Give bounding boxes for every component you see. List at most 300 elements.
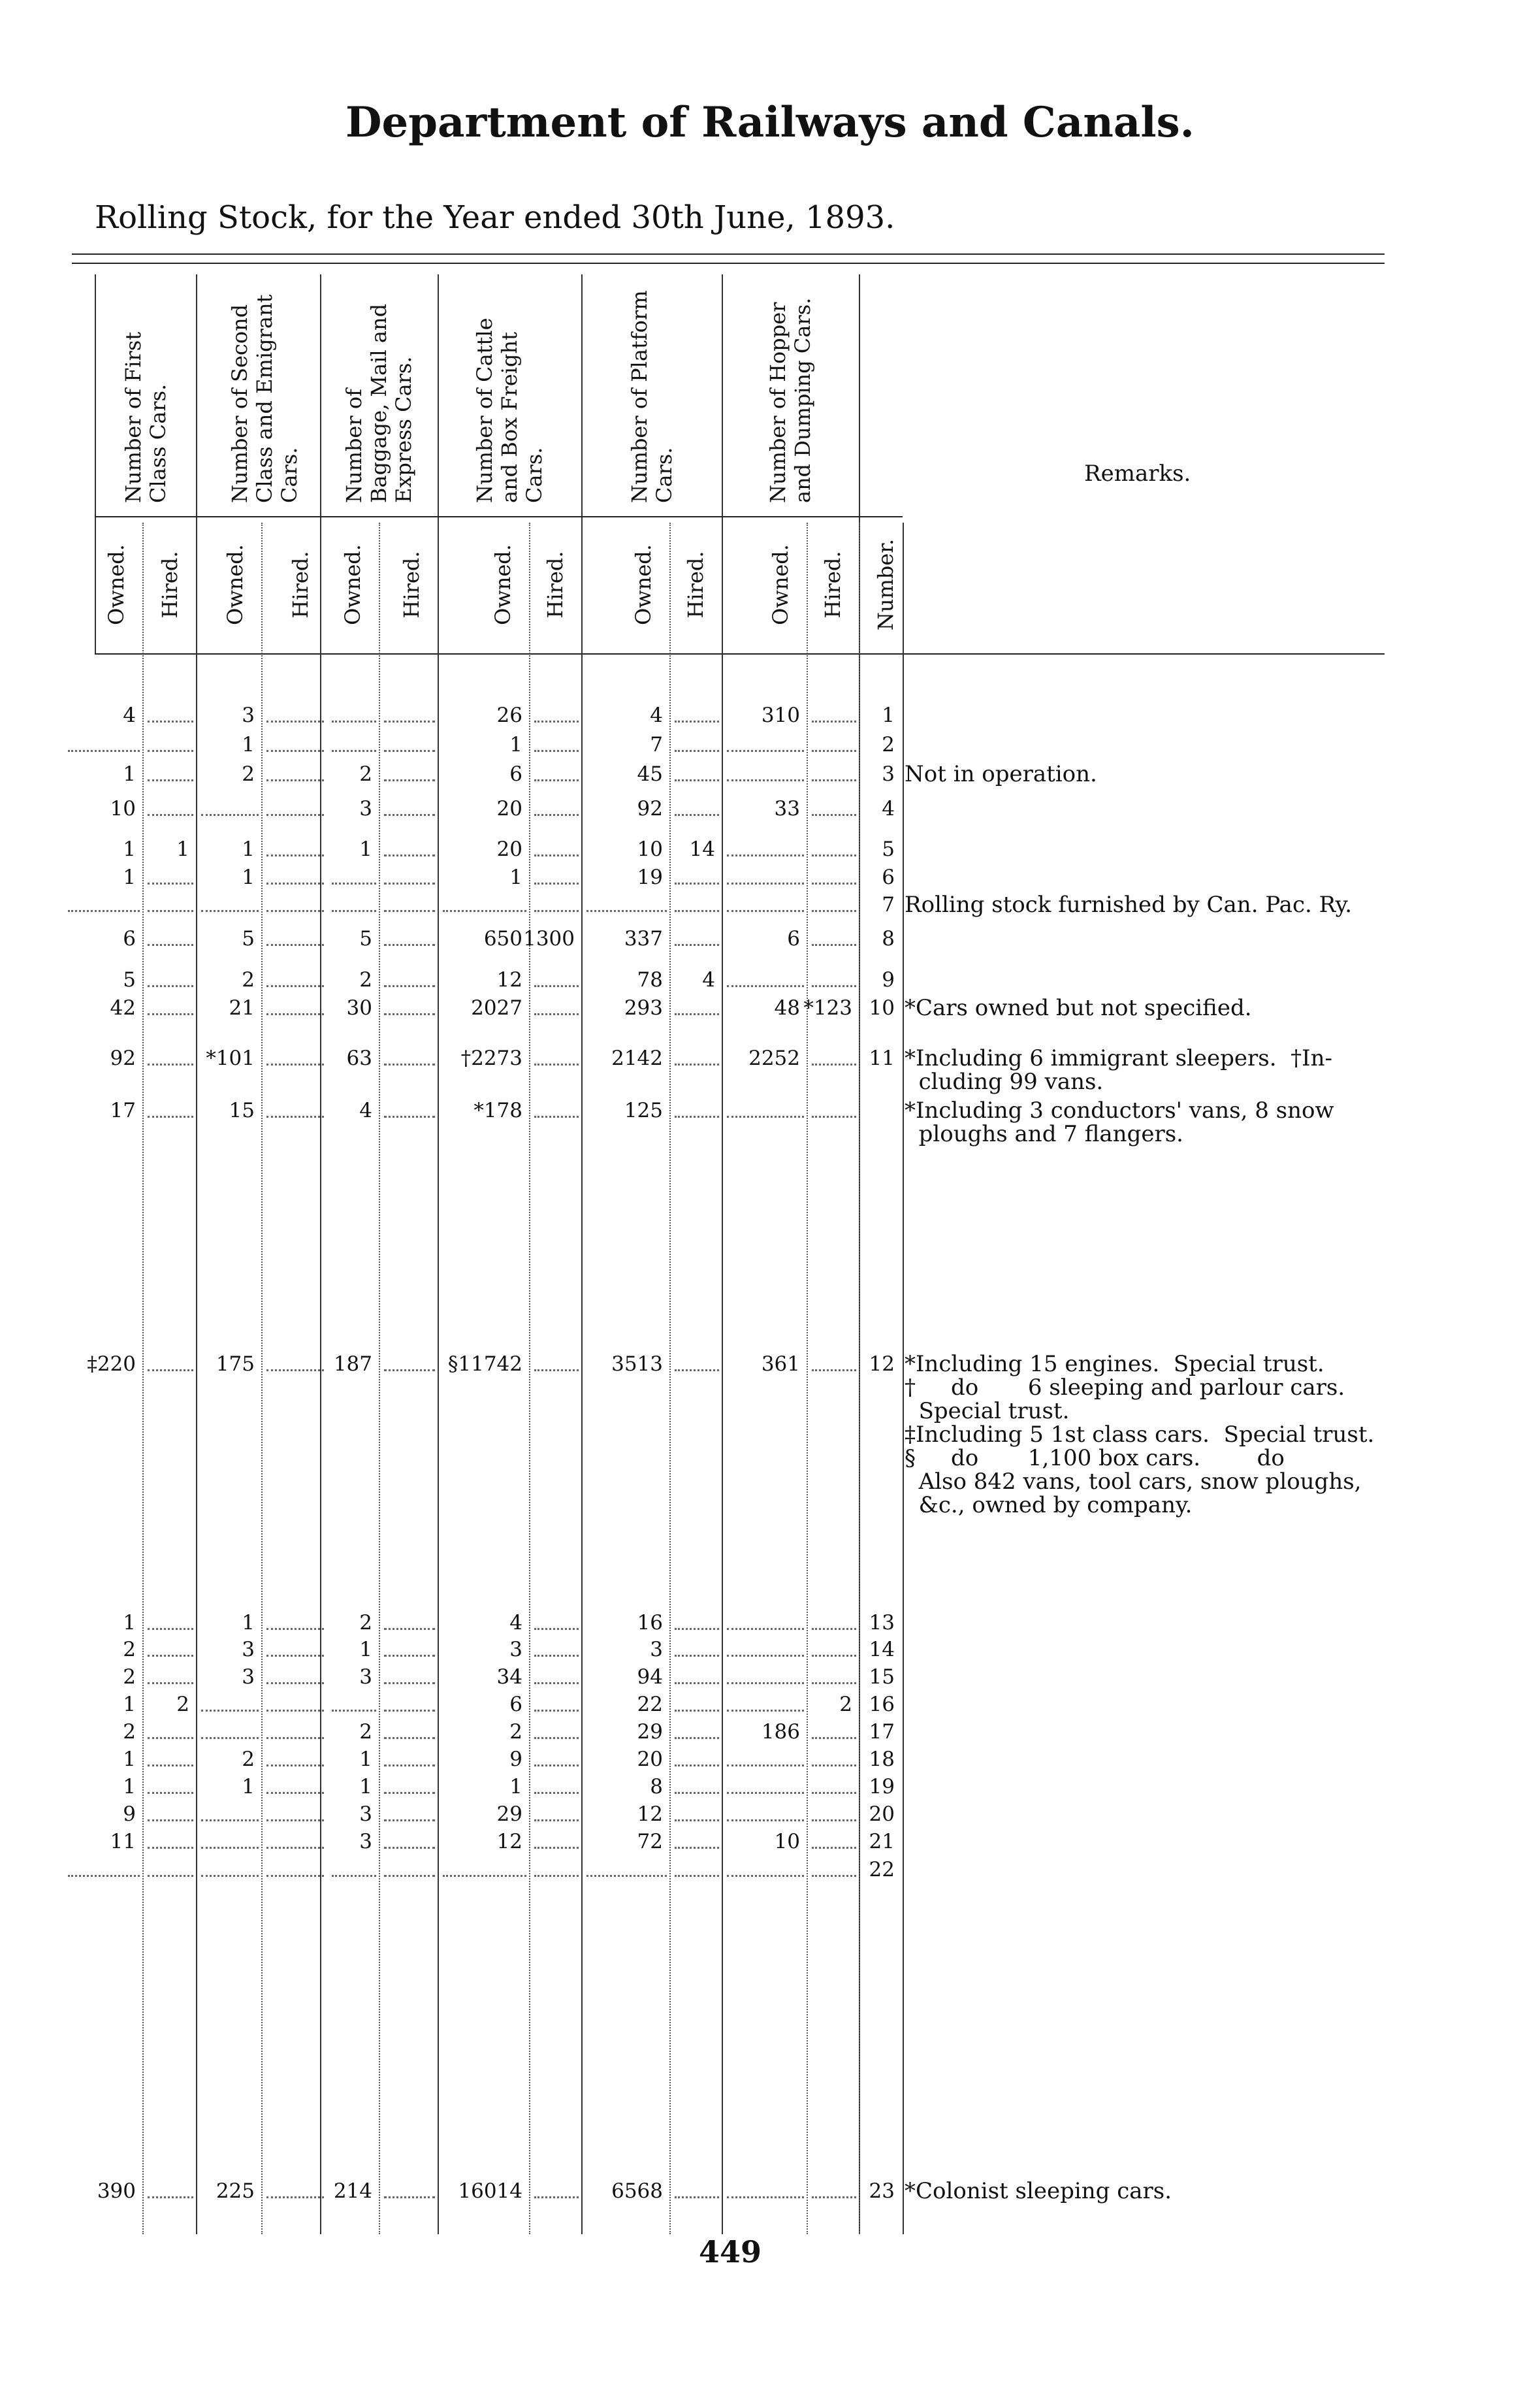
table-cell: *101 — [206, 1047, 255, 1070]
subheader-owned: Owned. — [490, 544, 515, 625]
leader-dots — [384, 1737, 435, 1739]
table-cell: 3 — [242, 704, 255, 727]
table-cell: 3 — [650, 1638, 663, 1661]
leader-dots — [534, 779, 579, 781]
leader-dots — [68, 1875, 140, 1877]
table-cell: 20 — [496, 838, 522, 861]
table-cell: 6 — [509, 1693, 522, 1716]
leader-dots — [148, 1013, 193, 1015]
table-cell: 4 — [123, 704, 136, 727]
table-cell: 22 — [637, 1693, 663, 1716]
table-cell: 2 — [359, 1611, 372, 1635]
row-number: 15 — [869, 1665, 895, 1689]
leader-dots — [534, 1655, 579, 1657]
table-cell: 4 — [650, 704, 663, 727]
leader-dots — [148, 1819, 193, 1821]
leader-dots — [266, 1116, 324, 1118]
remark-text: *Including 3 conductors' vans, 8 snow ploughs and 7 flangers. — [905, 1098, 1334, 1147]
table-cell: 10 — [110, 797, 136, 821]
leader-dots — [812, 985, 856, 987]
row-number: 7 — [882, 893, 895, 917]
table-cell: 3513 — [611, 1352, 663, 1376]
leader-dots — [266, 910, 324, 912]
column-rule — [379, 523, 380, 2234]
leader-dots — [148, 1369, 193, 1371]
table-cell: 1 — [359, 1775, 372, 1798]
leader-dots — [812, 1116, 856, 1118]
leader-dots — [332, 1875, 376, 1877]
table-cell: 1300 — [523, 927, 575, 951]
remarks-header: Remarks. — [1084, 461, 1191, 487]
leader-dots — [675, 910, 719, 912]
row-number: 12 — [869, 1352, 895, 1376]
table-cell: 3 — [509, 1638, 522, 1661]
top-rule — [72, 253, 1385, 255]
leader-dots — [586, 1875, 667, 1877]
leader-dots — [727, 1655, 804, 1657]
table-cell: 92 — [110, 1047, 136, 1070]
leader-dots — [266, 1682, 324, 1684]
subheader-number: Number. — [873, 538, 898, 631]
leader-dots — [332, 883, 376, 885]
leader-dots — [384, 779, 435, 781]
leader-dots — [201, 1847, 259, 1849]
table-cell: 3 — [359, 797, 372, 821]
table-cell: 78 — [637, 968, 663, 992]
leader-dots — [68, 750, 140, 752]
leader-dots — [384, 883, 435, 885]
leader-dots — [332, 721, 376, 723]
table-cell: 2252 — [748, 1047, 800, 1070]
leader-dots — [727, 1819, 804, 1821]
leader-dots — [534, 1875, 579, 1877]
leader-dots — [201, 910, 259, 912]
table-cell: 4 — [359, 1099, 372, 1122]
leader-dots — [727, 1710, 804, 1712]
table-cell: 214 — [333, 2179, 372, 2203]
leader-dots — [534, 814, 579, 816]
table-cell: 20 — [637, 1748, 663, 1771]
row-number: 22 — [869, 1858, 895, 1881]
leader-dots — [266, 1369, 324, 1371]
table-cell: 310 — [761, 704, 800, 727]
leader-dots — [675, 1682, 719, 1684]
column-rule — [581, 274, 583, 2234]
leader-dots — [266, 1819, 324, 1821]
leader-dots — [675, 1013, 719, 1015]
table-cell: 9 — [123, 1802, 136, 1826]
row-number: 16 — [869, 1693, 895, 1716]
leader-dots — [675, 883, 719, 885]
leader-dots — [586, 910, 667, 912]
row-number: 6 — [882, 866, 895, 889]
leader-dots — [675, 1628, 719, 1630]
leader-dots — [675, 1819, 719, 1821]
leader-dots — [675, 1369, 719, 1371]
leader-dots — [534, 1369, 579, 1371]
table-cell: 1 — [359, 838, 372, 861]
leader-dots — [534, 1682, 579, 1684]
table-cell: 2 — [123, 1665, 136, 1689]
table-cell: 2 — [839, 1693, 852, 1716]
column-rule — [95, 274, 96, 653]
leader-dots — [384, 1819, 435, 1821]
leader-dots — [148, 883, 193, 885]
leader-dots — [384, 1792, 435, 1794]
leader-dots — [675, 1655, 719, 1657]
leader-dots — [812, 2196, 856, 2198]
leader-dots — [266, 1792, 324, 1794]
leader-dots — [675, 750, 719, 752]
leader-dots — [384, 985, 435, 987]
leader-dots — [148, 2196, 193, 2198]
leader-dots — [727, 779, 804, 781]
leader-dots — [812, 1064, 856, 1066]
leader-dots — [148, 814, 193, 816]
group-header-1: Number of First Class Cars. — [120, 331, 170, 503]
table-cell: 15 — [229, 1099, 255, 1122]
leader-dots — [266, 1710, 324, 1712]
leader-dots — [266, 779, 324, 781]
leader-dots — [332, 910, 376, 912]
table-cell: 21 — [229, 996, 255, 1020]
table-cell: 1 — [359, 1748, 372, 1771]
table-cell: 3 — [242, 1665, 255, 1689]
table-cell: 1 — [123, 838, 136, 861]
table-cell: 72 — [637, 1830, 663, 1853]
group-header-4: Number of Cattle and Box Freight Cars. — [472, 317, 547, 503]
leader-dots — [201, 1875, 259, 1877]
row-number: 11 — [869, 1047, 895, 1070]
table-cell: 293 — [624, 996, 663, 1020]
leader-dots — [675, 1792, 719, 1794]
leader-dots — [384, 1710, 435, 1712]
subheader-owned: Owned. — [631, 544, 656, 625]
table-cell: 1 — [359, 1638, 372, 1661]
row-number: 9 — [882, 968, 895, 992]
leader-dots — [443, 1875, 526, 1877]
group-header-3: Number of Baggage, Mail and Express Cars. — [342, 303, 416, 503]
leader-dots — [534, 1013, 579, 1015]
table-cell: 6 — [509, 762, 522, 786]
leader-dots — [534, 985, 579, 987]
leader-dots — [201, 814, 259, 816]
subheader-hired: Hired. — [399, 551, 424, 619]
leader-dots — [384, 1369, 435, 1371]
subheader-hired: Hired. — [288, 551, 313, 619]
table-cell: 6 — [123, 927, 136, 951]
leader-dots — [675, 1737, 719, 1739]
leader-dots — [534, 1792, 579, 1794]
table-cell: 2 — [509, 1720, 522, 1744]
table-cell: 1 — [242, 1775, 255, 1798]
table-cell: 6568 — [611, 2179, 663, 2203]
leader-dots — [266, 1737, 324, 1739]
leader-dots — [727, 750, 804, 752]
row-number: 4 — [882, 797, 895, 821]
table-cell: 1 — [242, 1611, 255, 1635]
leader-dots — [332, 750, 376, 752]
leader-dots — [266, 2196, 324, 2198]
table-cell: 1 — [242, 838, 255, 861]
column-rule — [669, 523, 671, 2234]
subheader-owned: Owned. — [340, 544, 365, 625]
row-number: 13 — [869, 1611, 895, 1635]
row-number: 10 — [869, 996, 895, 1020]
leader-dots — [148, 1737, 193, 1739]
leader-dots — [384, 1013, 435, 1015]
subheader-owned: Owned. — [768, 544, 793, 625]
leader-dots — [534, 1737, 579, 1739]
leader-dots — [534, 750, 579, 752]
leader-dots — [727, 1682, 804, 1684]
leader-dots — [148, 1792, 193, 1794]
leader-dots — [148, 944, 193, 946]
table-cell: 2 — [359, 1720, 372, 1744]
column-rule — [529, 523, 530, 2234]
leader-dots — [443, 910, 526, 912]
column-rule — [859, 523, 860, 2234]
table-cell: 10 — [774, 1830, 800, 1853]
leader-dots — [675, 721, 719, 723]
leader-dots — [534, 2196, 579, 2198]
leader-dots — [534, 883, 579, 885]
leader-dots — [148, 750, 193, 752]
table-cell: 9 — [509, 1748, 522, 1771]
table-cell: 12 — [496, 1830, 522, 1853]
leader-dots — [727, 985, 804, 987]
leader-dots — [812, 1682, 856, 1684]
leader-dots — [812, 910, 856, 912]
table-cell: †2273 — [460, 1047, 522, 1070]
table-cell: 650 — [483, 927, 522, 951]
leader-dots — [384, 1682, 435, 1684]
leader-dots — [68, 910, 140, 912]
table-cell: 45 — [637, 762, 663, 786]
leader-dots — [534, 1819, 579, 1821]
leader-dots — [266, 750, 324, 752]
leader-dots — [384, 1116, 435, 1118]
leader-dots — [727, 910, 804, 912]
column-rule — [261, 523, 263, 2234]
leader-dots — [675, 2196, 719, 2198]
table-cell: 16014 — [458, 2179, 522, 2203]
subheader-hired: Hired. — [543, 551, 568, 619]
row-number: 8 — [882, 927, 895, 951]
table-cell: 337 — [624, 927, 663, 951]
table-cell: §11742 — [447, 1352, 522, 1376]
leader-dots — [534, 1064, 579, 1066]
leader-dots — [266, 854, 324, 856]
column-rule — [807, 523, 808, 2234]
column-rule — [320, 274, 321, 2234]
column-rule — [196, 274, 197, 2234]
column-rule — [438, 274, 439, 2234]
leader-dots — [148, 1064, 193, 1066]
leader-dots — [332, 1710, 376, 1712]
leader-dots — [534, 1116, 579, 1118]
column-rule — [722, 274, 723, 2234]
leader-dots — [148, 1847, 193, 1849]
leader-dots — [675, 814, 719, 816]
leader-dots — [384, 854, 435, 856]
leader-dots — [266, 883, 324, 885]
leader-dots — [675, 1710, 719, 1712]
table-cell: 19 — [637, 866, 663, 889]
leader-dots — [727, 2196, 804, 2198]
table-cell: 1 — [123, 1748, 136, 1771]
table-cell: 3 — [359, 1830, 372, 1853]
leader-dots — [266, 721, 324, 723]
table-cell: 8 — [650, 1775, 663, 1798]
row-number: 14 — [869, 1638, 895, 1661]
table-cell: 1 — [123, 1611, 136, 1635]
table-cell: 34 — [496, 1665, 522, 1689]
leader-dots — [148, 1682, 193, 1684]
table-cell: 20 — [496, 797, 522, 821]
remark-text: Not in operation. — [905, 761, 1097, 787]
leader-dots — [675, 1765, 719, 1766]
leader-dots — [148, 779, 193, 781]
row-number: 21 — [869, 1830, 895, 1853]
table-cell: 2 — [242, 762, 255, 786]
leader-dots — [266, 1875, 324, 1877]
table-cell: 29 — [496, 1802, 522, 1826]
table-cell: 5 — [242, 927, 255, 951]
remark-text: Rolling stock furnished by Can. Pac. Ry. — [905, 892, 1353, 918]
leader-dots — [675, 944, 719, 946]
leader-dots — [266, 1013, 324, 1015]
page-title: Department of Railways and Canals. — [345, 98, 1195, 147]
leader-dots — [384, 1875, 435, 1877]
leader-dots — [148, 985, 193, 987]
table-cell: 3 — [359, 1802, 372, 1826]
table-cell: 4 — [509, 1611, 522, 1635]
leader-dots — [148, 1655, 193, 1657]
leader-dots — [534, 1710, 579, 1712]
leader-dots — [812, 750, 856, 752]
row-number: 18 — [869, 1748, 895, 1771]
leader-dots — [534, 1847, 579, 1849]
table-cell: 186 — [761, 1720, 800, 1744]
leader-dots — [384, 944, 435, 946]
leader-dots — [812, 883, 856, 885]
leader-dots — [384, 750, 435, 752]
table-cell: 125 — [624, 1099, 663, 1122]
group-header-6: Number of Hopper and Dumping Cars. — [765, 297, 815, 503]
leader-dots — [812, 1847, 856, 1849]
leader-dots — [201, 1819, 259, 1821]
subheader-hired: Hired. — [157, 551, 182, 619]
leader-dots — [812, 944, 856, 946]
table-cell: *123 — [803, 996, 852, 1020]
leader-dots — [727, 1765, 804, 1766]
leader-dots — [812, 854, 856, 856]
leader-dots — [727, 854, 804, 856]
table-cell: 5 — [359, 927, 372, 951]
leader-dots — [384, 1847, 435, 1849]
row-number: 19 — [869, 1775, 895, 1798]
table-cell: 14 — [689, 838, 715, 861]
leader-dots — [534, 721, 579, 723]
table-cell: 2142 — [611, 1047, 663, 1070]
subheader-owned: Owned. — [223, 544, 248, 625]
leader-dots — [148, 1628, 193, 1630]
leader-dots — [812, 1792, 856, 1794]
subheader-rule — [95, 516, 903, 517]
table-cell: 187 — [333, 1352, 372, 1376]
table-cell: ‡220 — [87, 1352, 136, 1376]
leader-dots — [812, 1655, 856, 1657]
table-cell: 2 — [242, 968, 255, 992]
leader-dots — [675, 1116, 719, 1118]
table-cell: 2 — [242, 1748, 255, 1771]
leader-dots — [148, 910, 193, 912]
row-number: 23 — [869, 2179, 895, 2203]
top-rule-2 — [72, 263, 1385, 264]
table-cell: 16 — [637, 1611, 663, 1635]
leader-dots — [812, 721, 856, 723]
leader-dots — [266, 1655, 324, 1657]
table-cell: 94 — [637, 1665, 663, 1689]
subheader-hired: Hired. — [820, 551, 845, 619]
table-cell: 92 — [637, 797, 663, 821]
leader-dots — [727, 1792, 804, 1794]
row-number: 5 — [882, 838, 895, 861]
subheader-hired: Hired. — [683, 551, 708, 619]
leader-dots — [727, 1875, 804, 1877]
leader-dots — [534, 854, 579, 856]
column-rule — [903, 523, 904, 2234]
table-cell: 33 — [774, 797, 800, 821]
table-cell: 1 — [123, 1775, 136, 1798]
leader-dots — [384, 2196, 435, 2198]
table-cell: 30 — [346, 996, 372, 1020]
leader-dots — [148, 721, 193, 723]
table-cell: 3 — [359, 1665, 372, 1689]
subheader-owned: Owned. — [104, 544, 129, 625]
table-cell: 11 — [110, 1830, 136, 1853]
leader-dots — [727, 1628, 804, 1630]
table-cell: 4 — [702, 968, 715, 992]
leader-dots — [727, 1116, 804, 1118]
table-cell: 1 — [242, 733, 255, 757]
leader-dots — [384, 1628, 435, 1630]
remark-text: *Cars owned but not specified. — [905, 995, 1252, 1021]
table-cell: 3 — [242, 1638, 255, 1661]
leader-dots — [534, 1628, 579, 1630]
column-rule — [142, 523, 144, 2234]
leader-dots — [812, 779, 856, 781]
table-cell: 2027 — [471, 996, 522, 1020]
leader-dots — [266, 1847, 324, 1849]
leader-dots — [534, 910, 579, 912]
leader-dots — [384, 1064, 435, 1066]
table-cell: 1 — [509, 733, 522, 757]
leader-dots — [384, 1765, 435, 1766]
table-cell: 1 — [242, 866, 255, 889]
page-subtitle: Rolling Stock, for the Year ended 30th June, 1893. — [95, 199, 895, 236]
table-cell: 1 — [123, 866, 136, 889]
row-number: 17 — [869, 1720, 895, 1744]
remark-text: *Including 15 engines. Special trust. † do 6 sleeping and parlour cars. Special trust. ‡Including 5 1st class cars. Special trust. § do 1,100 box cars. do Also 842 vans, tool cars, snow ploughs, &c., owned by company. — [905, 1351, 1375, 1518]
leader-dots — [266, 1064, 324, 1066]
leader-dots — [201, 1710, 259, 1712]
leader-dots — [148, 1875, 193, 1877]
leader-dots — [148, 1765, 193, 1766]
leader-dots — [812, 1819, 856, 1821]
group-header-2: Number of Second Class and Emigrant Cars. — [227, 294, 302, 503]
